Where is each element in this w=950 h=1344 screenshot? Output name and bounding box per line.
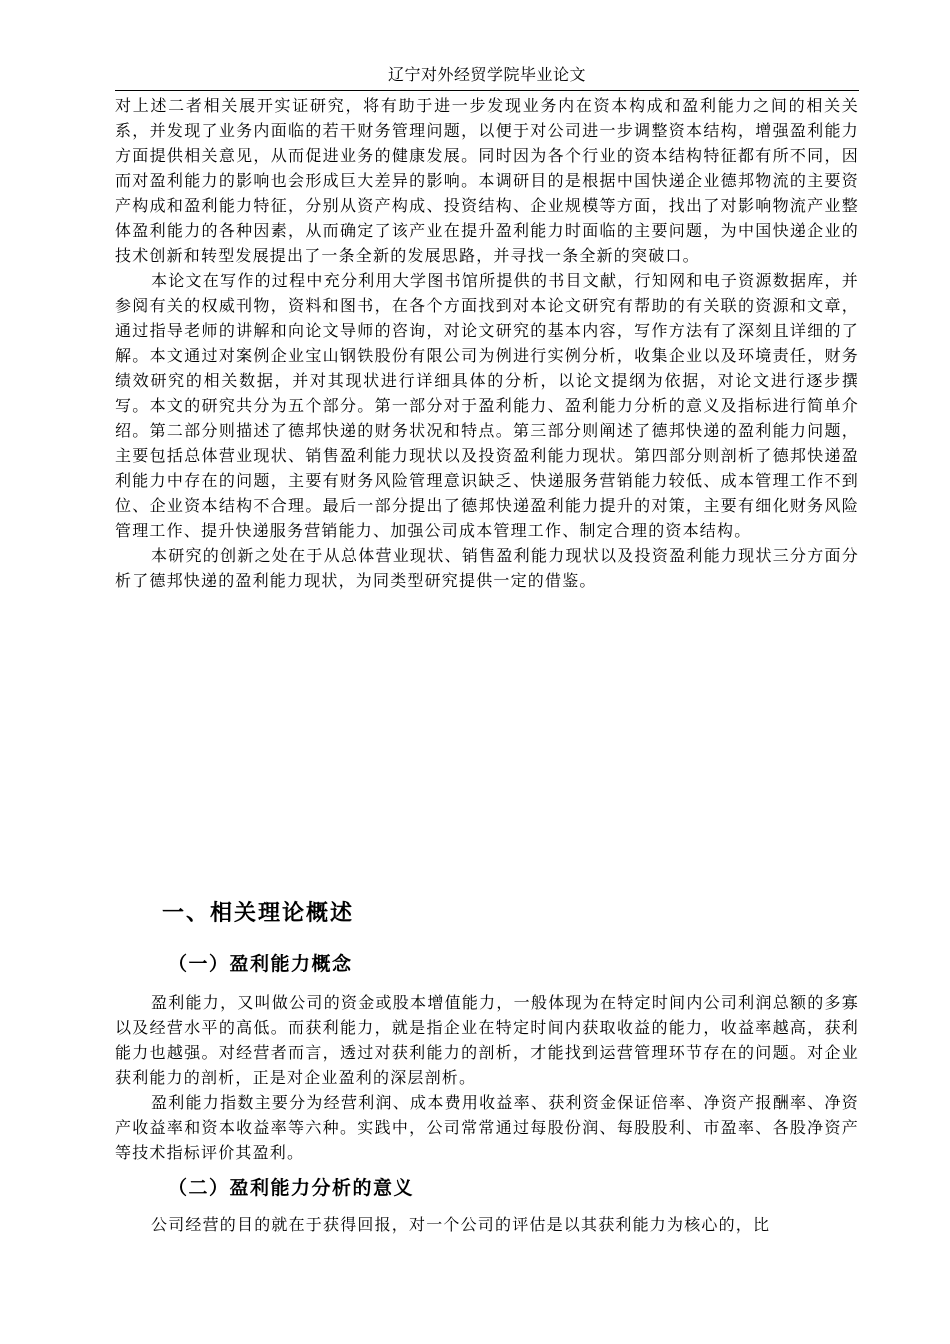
subsection-2-body bbox=[115, 1212, 859, 1237]
intro-paragraph-1: 对上述二者相关展开实证研究，将有助于进一步发现业务内在资本构成和盈利能力之间的相关关系，并发现了业务内面临的若干财务管理问题，以便于对公司进一步调整资本结构，增强盈利能力方面提供相关意见，从而促进业务的健康发展。同时因为各个行业的资本结构特征都有所不同，因而对盈利能力的影响也会形成巨大差异的影响。本调研目的是根据中国快递企业德邦物流的主要资产构成和盈利能力特征，分别从资产构成、投资结构、企业规模等方面，找出了对影响物流产业整体盈利能力的各种因素，从而确定了该产业在提升盈利能力时面临的主要问题，为中国快递企业的技术创新和转型发展提出了一条全新的发展思路，并寻找一条全新的突破口。 bbox=[115, 96, 859, 265]
page-header bbox=[115, 62, 859, 91]
header-title: 辽宁对外经贸学院毕业论文 bbox=[387, 65, 586, 84]
subsection-heading-1: （一）盈利能力概念 bbox=[168, 953, 353, 975]
subsection-1-paragraph-1: 盈利能力，又叫做公司的资金或股本增值能力，一般体现为在特定时间内公司利润总额的多寡以及经营水平的高低。而获利能力，就是指企业在特定时间内获取收益的能力，收益率越高，获利能力也越强。对经营者而言，透过对获利能力的剖析，才能找到运营管理环节存在的问题。对企业获利能力的剖析，正是对企业盈利的深层剖析。 bbox=[115, 993, 859, 1087]
intro-block bbox=[115, 93, 859, 593]
subsection-heading-2: （二）盈利能力分析的意义 bbox=[168, 1177, 415, 1199]
subsection-2-paragraph-1: 公司经营的目的就在于获得回报，对一个公司的评估是以其获利能力为核心的，比 bbox=[151, 1215, 771, 1234]
subsection-1-paragraph-2: 盈利能力指数主要分为经营利润、成本费用收益率、获利资金保证倍率、净资产报酬率、净资产收益率和资本收益率等六种。实践中，公司常常通过每股份润、每股股利、市盈率、各股净资产等技术指标评价其盈利。 bbox=[115, 1093, 859, 1162]
intro-paragraph-2: 本论文在写作的过程中充分利用大学图书馆所提供的书目文献，行知网和电子资源数据库，并参阅有关的权威刊物，资料和图书，在各个方面找到对本论文研究有帮助的有关联的资源和文章，通过指导老师的讲解和向论文导师的咨询，对论文研究的基本内容，写作方法有了深刻且详细的了解。本文通过对案例企业宝山钢铁股份有限公司为例进行实例分析，收集企业以及环境责任，财务绩效研究的相关数据，并对其现状进行详细具体的分析，以论文提纲为依据，对论文进行逐步撰写。本文的研究共分为五个部分。第一部分对于盈利能力、盈利能力分析的意义及指标进行简单介绍。第二部分则描述了德邦快递的财务状况和特点。第三部分则阐述了德邦快递的盈利能力问题，主要包括总体营业现状、销售盈利能力现状以及投资盈利能力现状。第四部分则剖析了德邦快递盈利能力中存在的问题，主要有财务风险管理意识缺乏、快递服务营销能力较低、成本管理工作不到位、企业资本结构不合理。最后一部分提出了德邦快递盈利能力提升的对策，主要有细化财务风险管理工作、提升快递服务营销能力、加强公司成本管理工作、制定合理的资本结构。 bbox=[115, 271, 859, 540]
intro-paragraph-3: 本研究的创新之处在于从总体营业现状、销售盈利能力现状以及投资盈利能力现状三分方面分析了德邦快递的盈利能力现状，为同类型研究提供一定的借鉴。 bbox=[115, 546, 859, 590]
subsection-1-body bbox=[115, 990, 859, 1165]
section-heading: 一、相关理论概述 bbox=[162, 901, 355, 926]
